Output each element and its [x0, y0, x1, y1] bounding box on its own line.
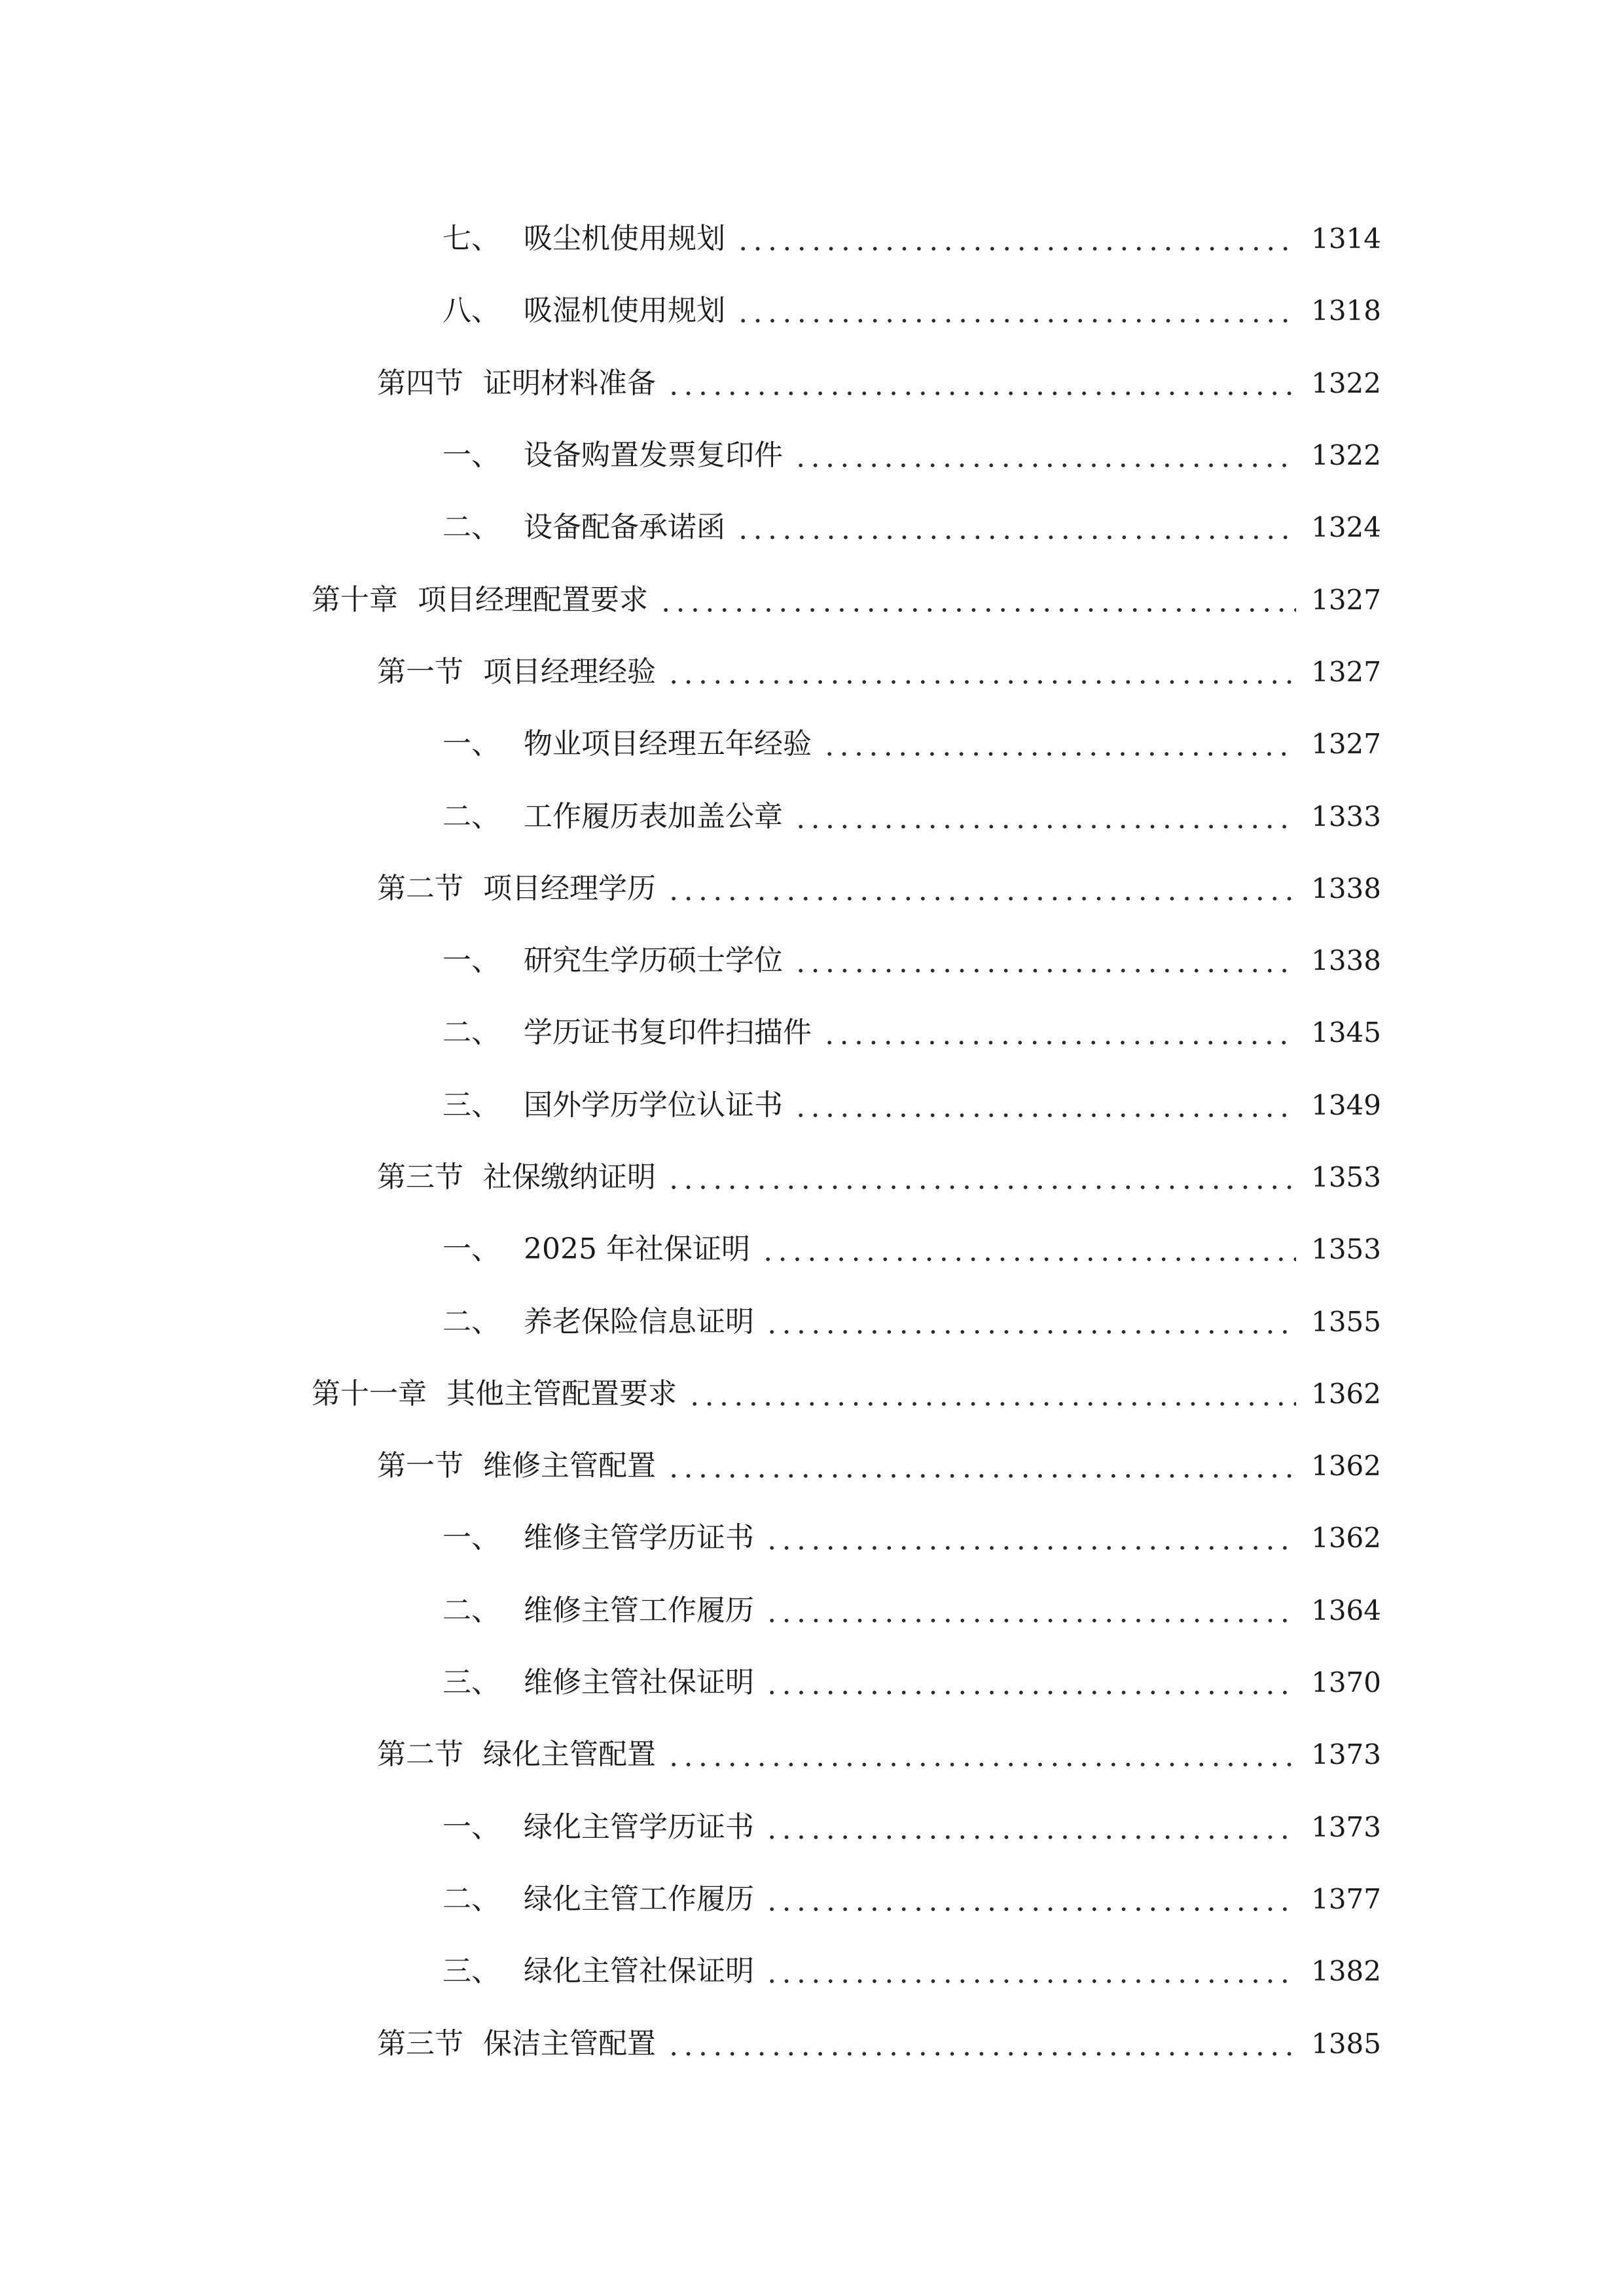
dot-leader	[793, 1091, 1296, 1120]
toc-entry-title: 绿化主管社保证明	[524, 1954, 754, 1988]
toc-entry-title: 养老保险信息证明	[524, 1304, 754, 1338]
dot-leader	[666, 1740, 1296, 1769]
dot-leader	[765, 1813, 1296, 1842]
dot-leader	[666, 369, 1296, 398]
toc-entry-title: 绿化主管学历证书	[524, 1810, 754, 1844]
toc-entry-number: 第一节	[377, 1449, 463, 1483]
toc-entry-title: 社保缴纳证明	[483, 1160, 656, 1194]
dot-leader	[736, 224, 1296, 253]
toc-entry-number: 三、	[442, 1666, 500, 1700]
toc-entry[interactable]	[0, 1791, 1624, 1863]
toc-entry-number: 一、	[442, 944, 500, 978]
toc-entry[interactable]	[0, 275, 1624, 347]
toc-entry-page-number: 1362	[1311, 1522, 1381, 1554]
toc-entry-page-number: 1318	[1311, 295, 1381, 327]
toc-entry[interactable]	[0, 1285, 1624, 1357]
toc-entry[interactable]	[0, 925, 1624, 997]
dot-leader	[765, 1308, 1296, 1336]
toc-entry-number: 二、	[442, 1882, 500, 1916]
toc-entry-page-number: 1324	[1311, 511, 1381, 544]
toc-entry-number: 二、	[442, 511, 500, 545]
dot-leader	[761, 1235, 1296, 1264]
toc-entry-page-number: 1353	[1311, 1233, 1381, 1266]
dot-leader	[666, 2030, 1296, 2058]
toc-entry-number: 三、	[442, 1088, 500, 1122]
dot-leader	[666, 874, 1296, 903]
toc-entry[interactable]	[0, 997, 1624, 1069]
toc-entry[interactable]	[0, 1863, 1624, 1935]
dot-leader	[666, 1163, 1296, 1192]
toc-entry-title: 保洁主管配置	[483, 2026, 656, 2060]
toc-entry-title: 研究生学历硕士学位	[524, 944, 783, 978]
toc-entry-number: 二、	[442, 1593, 500, 1627]
dot-leader	[765, 1885, 1296, 1914]
toc-entry[interactable]	[0, 708, 1624, 780]
dot-leader	[687, 1380, 1296, 1408]
toc-entry-page-number: 1327	[1311, 728, 1381, 761]
toc-entry-number: 第二节	[377, 1738, 463, 1772]
toc-entry[interactable]	[0, 348, 1624, 420]
toc-entry[interactable]	[0, 636, 1624, 708]
toc-entry-title: 绿化主管工作履历	[524, 1882, 754, 1916]
toc-entry[interactable]	[0, 564, 1624, 636]
toc-entry-title: 维修主管学历证书	[524, 1521, 754, 1555]
toc-entry-title: 设备配备承诺函	[524, 511, 725, 545]
toc-entry-number: 第二节	[377, 871, 463, 905]
toc-entry-title: 其他主管配置要求	[446, 1376, 677, 1410]
toc-entry-page-number: 1373	[1311, 1738, 1381, 1771]
toc-entry-page-number: 1385	[1311, 2027, 1381, 2060]
dot-leader	[659, 586, 1296, 615]
toc-entry-page-number: 1322	[1311, 439, 1381, 472]
toc-entry-title: 设备购置发票复印件	[524, 439, 783, 473]
toc-entry[interactable]	[0, 1213, 1624, 1285]
toc-entry[interactable]	[0, 420, 1624, 492]
dot-leader	[793, 802, 1296, 831]
dot-leader	[765, 1668, 1296, 1697]
toc-entry-title: 维修主管配置	[483, 1449, 656, 1483]
dot-leader	[793, 946, 1296, 975]
toc-entry-page-number: 1327	[1311, 583, 1381, 616]
toc-entry-number: 一、	[442, 439, 500, 473]
toc-entry-title: 工作履历表加盖公章	[524, 799, 783, 833]
toc-entry-page-number: 1345	[1311, 1016, 1381, 1049]
toc-entry[interactable]	[0, 1069, 1624, 1141]
toc-entry-page-number: 1338	[1311, 944, 1381, 977]
toc-entry-title: 项目经理学历	[483, 871, 656, 905]
toc-entry-page-number: 1364	[1311, 1594, 1381, 1626]
dot-leader	[793, 441, 1296, 470]
dot-leader	[822, 730, 1296, 759]
toc-entry-title: 国外学历学位认证书	[524, 1088, 783, 1122]
toc-entry-title: 维修主管工作履历	[524, 1593, 754, 1627]
toc-entry[interactable]	[0, 492, 1624, 564]
toc-entry-page-number: 1338	[1311, 872, 1381, 905]
toc-entry-number: 第三节	[377, 1160, 463, 1194]
dot-leader	[765, 1596, 1296, 1625]
dot-leader	[736, 513, 1296, 542]
toc-entry-title: 吸湿机使用规划	[524, 294, 725, 328]
toc-entry[interactable]	[0, 1358, 1624, 1430]
dot-leader	[765, 1524, 1296, 1552]
toc-entry-page-number: 1362	[1311, 1450, 1381, 1482]
toc-entry-page-number: 1362	[1311, 1377, 1381, 1410]
toc-entry-number: 一、	[442, 1232, 500, 1266]
toc-entry[interactable]	[0, 1430, 1624, 1502]
dot-leader	[736, 296, 1296, 325]
dot-leader	[666, 658, 1296, 687]
toc-entry-title: 绿化主管配置	[483, 1738, 656, 1772]
toc-entry-page-number: 1355	[1311, 1305, 1381, 1338]
toc-entry[interactable]	[0, 1502, 1624, 1574]
toc-entry-number: 二、	[442, 1016, 500, 1050]
toc-entry[interactable]	[0, 853, 1624, 925]
toc-entry-page-number: 1314	[1311, 223, 1381, 255]
dot-leader	[765, 1957, 1296, 1986]
toc-entry-number: 一、	[442, 1521, 500, 1555]
toc-entry[interactable]	[0, 1647, 1624, 1719]
toc-entry-title: 物业项目经理五年经验	[524, 727, 812, 761]
toc-entry[interactable]	[0, 2007, 1624, 2079]
toc-entry-number: 二、	[442, 1304, 500, 1338]
toc-entry-page-number: 1382	[1311, 1955, 1381, 1988]
toc-entry-number: 一、	[442, 1810, 500, 1844]
toc-entry-page-number: 1322	[1311, 367, 1381, 399]
toc-entry-page-number: 1333	[1311, 800, 1381, 833]
toc-entry-number: 第四节	[377, 366, 463, 400]
toc-entry-title: 学历证书复印件扫描件	[524, 1016, 812, 1050]
toc-entry-page-number: 1327	[1311, 655, 1381, 688]
toc-entry-number: 七、	[442, 222, 500, 256]
toc-entry-title: 维修主管社保证明	[524, 1666, 754, 1700]
toc-entry-title: 吸尘机使用规划	[524, 222, 725, 256]
toc-entry[interactable]	[0, 1719, 1624, 1791]
toc-entry-page-number: 1370	[1311, 1666, 1381, 1699]
toc-entry[interactable]	[0, 203, 1624, 275]
toc-entry[interactable]	[0, 1935, 1624, 2007]
toc-entry-number: 三、	[442, 1954, 500, 1988]
toc-entry-page-number: 1377	[1311, 1882, 1381, 1915]
toc-entry-page-number: 1353	[1311, 1161, 1381, 1193]
toc-entry[interactable]	[0, 780, 1624, 852]
toc-entry-number: 一、	[442, 727, 500, 761]
toc-entry-number: 第十章	[312, 583, 398, 617]
table-of-contents	[0, 203, 1624, 2080]
toc-entry-number: 第三节	[377, 2026, 463, 2060]
toc-entry-number: 二、	[442, 799, 500, 833]
toc-entry-number: 第一节	[377, 655, 463, 689]
toc-entry[interactable]	[0, 1575, 1624, 1647]
dot-leader	[666, 1452, 1296, 1480]
toc-entry-number: 第十一章	[312, 1376, 427, 1410]
dot-leader	[822, 1018, 1296, 1047]
toc-entry-number: 八、	[442, 294, 500, 328]
toc-entry-page-number: 1373	[1311, 1810, 1381, 1843]
toc-entry-title: 证明材料准备	[483, 366, 656, 400]
toc-entry-title: 项目经理配置要求	[418, 583, 648, 617]
toc-entry-title: 项目经理经验	[483, 655, 656, 689]
toc-entry-page-number: 1349	[1311, 1088, 1381, 1121]
toc-entry[interactable]	[0, 1141, 1624, 1213]
toc-entry-title: 2025 年社保证明	[524, 1232, 750, 1266]
